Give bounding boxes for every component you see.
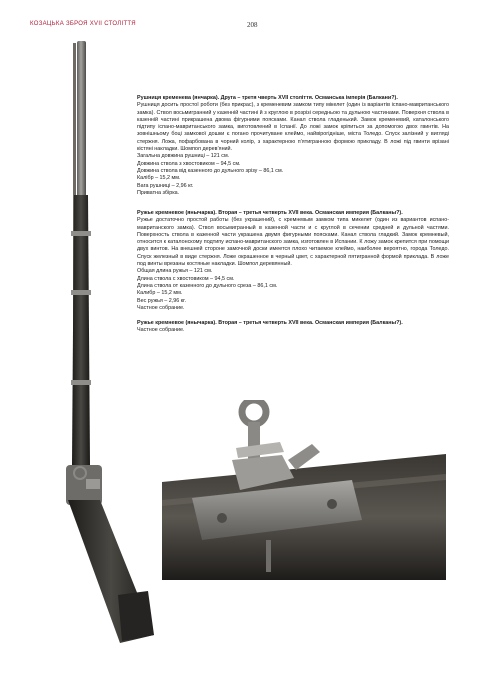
entry-title: Ружье кремневое (янычарка). Вторая – третья четверть XVII века. Османская империя (Балканы?).	[137, 210, 403, 216]
spec-line: Частное собрание.	[137, 304, 185, 311]
entry-ukrainian	[137, 95, 449, 197]
entry-description: Частное собрание.	[137, 327, 185, 334]
spec-line: Приватна збірка.	[137, 189, 180, 196]
spec-line: Калібр – 15,2 мм.	[137, 175, 181, 182]
spec-line: Вага рушниці – 2,96 кг.	[137, 182, 194, 189]
running-header-title: КОЗАЦЬКА ЗБРОЯ XVII СТОЛІТТЯ	[30, 21, 136, 27]
spec-line: Калибр – 15,2 мм.	[137, 290, 183, 297]
spec-line: Загальна довжина рушниці – 121 см.	[137, 153, 230, 160]
spec-line: Довжина ствола з хвостовиком – 94,5 см.	[137, 160, 241, 167]
entry-description: Ружье достаточно простой работы (без украшений), с кремневым замком типа микелет (один из вариантов испано-мавританского замка). Ствол восьмигранный в казенной части и с круглой в сечении средней и дульной частями. Поверхность ствола в казенной части украшена двумя фигурными поясками. Канал ствола гладкий. Замок кремневый, относится к каталонскому подтипу испано-мавританского замка, изготовлен в Испании. К ложу замок крепится при помощи двух винтов. На внешней стороне замочной доски имеется плохо читаемое клеймо, наиболее вероятно, города Толедо. Спуск железный в виде стержня. Ложе окрашенное в черный цвет, с характерной пятигранной формой приклада. В ложе под винты врезаны костяные накладки. Шомпол деревянный.	[137, 217, 449, 268]
entry-russian	[137, 210, 449, 312]
spec-line: Длина ствола с хвостовиком – 94,5 см.	[137, 275, 235, 282]
flintlock-detail-image	[162, 400, 446, 580]
spec-line: Довжина ствола від казенного до дульного зрізу – 86,1 см.	[137, 167, 284, 174]
entry-title: Рушниця кременева (янчарка). Друга – третя чверть XVII століття. Османська імперія (Балкани?).	[137, 95, 398, 101]
spec-line: Общая длина ружья – 121 см.	[137, 268, 213, 275]
entry-description: Рушниця досить простої роботи (без прикрас), з кременевим замком типу мікелет (один із варіантів іспано-мавританського замка). Ствол восьмигранний у казенній частині й з круглою в розрізі середньою та дульною частинами. Поверхня ствола в казенній частині прикрашена двома фігурними поясками. Канал ствола гладенький. Замок кременевий, каталонського підтипу іспано-мавританського замка, виготовлений в Іспанії. До ложі замок кріпиться за допомогою двох гвинтів. На зовнішньому боці замкової дошки є погано прочитуване клеймо, найвірогідніше, міста Толедо. Спуск залізний у вигляді стержня. Ложа, пофарбована в чорний колір, з характерною п’ятигранною формою прикладу. В ложі під гвинти врізані кістяні накладки. Шомпол дерев’яний.	[137, 102, 449, 153]
entry-caption-detail	[137, 320, 449, 335]
entry-title: Ружье кремневое (янычарка). Вторая – третья четверть XVII века. Османская империя (Балканы?).	[137, 320, 403, 326]
page-number: 208	[247, 21, 258, 29]
spec-line: Вес ружья – 2,96 кг.	[137, 297, 186, 304]
spec-line: Длина ствола от казенного до дульного среза – 86,1 см.	[137, 282, 278, 289]
